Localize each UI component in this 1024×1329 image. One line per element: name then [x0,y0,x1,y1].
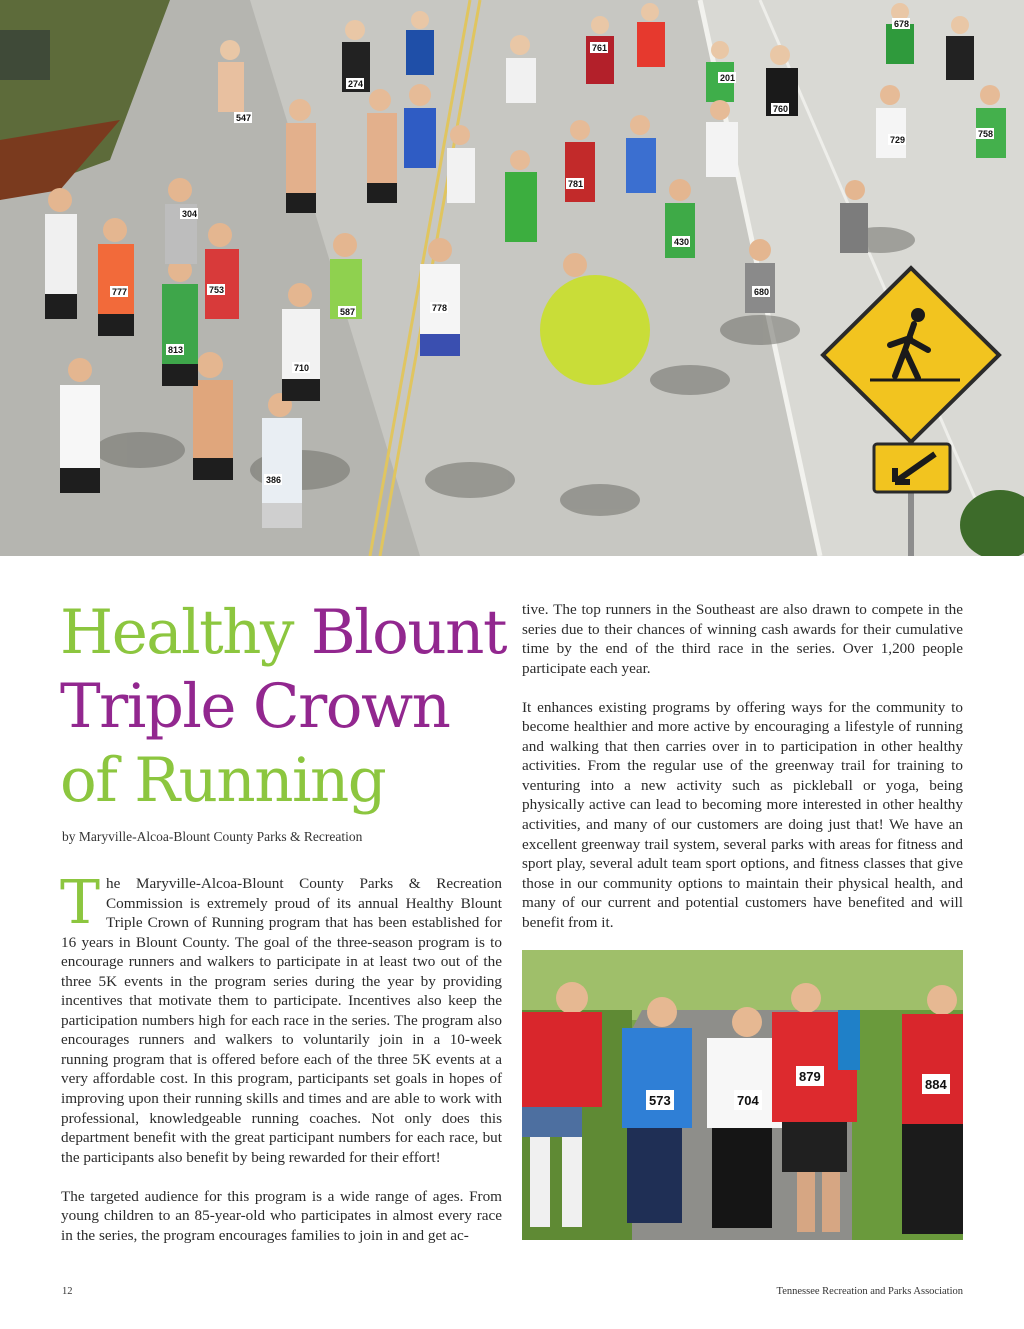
page-number: 12 [62,1286,73,1297]
bib-label: 201 [720,73,736,83]
right-column [522,600,963,932]
bib-label: 884 [925,1077,947,1092]
drop-cap: T [60,868,101,938]
paragraph-intro-text: he Maryville-Alcoa-Blount County Parks & Recreation Commission is extremely proud of its annual Healthy Blount Triple Crown of Running program that has been established for 16 years in Blount County. The goal of the three-season program is to encourage runners and walkers to participate in at least two out of the three 5K events in the program series during the year by providing incentives that motivate them to participate. Incentives also keep the participation numbers high for each race in the series. The program also encourages runners and walkers to voluntarily join in a 10-week running program that is offered before each of the three 5K events at a very affordable cost. In this program, participants set goals in hopes of improving upon their running skills and times and are able to work with professional, knowledgeable running coaches. Not only does this department benefit with the great participant numbers for each race, but the participants also benefit by being rewarded for their effort! [61,875,502,1166]
article-title [60,596,506,818]
bib-label: 710 [294,363,310,373]
left-column [60,868,502,1245]
bib-label: 781 [568,179,584,189]
bib-label: 386 [266,475,282,485]
title-line-of-running: of Running [60,745,386,816]
bib-label: 879 [799,1069,821,1084]
title-word-healthy: Healthy [60,597,293,668]
bib-label: 274 [348,79,364,89]
bib-label: 777 [112,287,128,297]
hero-photo [0,0,1024,556]
bib-label: 430 [674,237,690,247]
bib-label: 778 [432,303,448,313]
bib-label: 304 [182,209,198,219]
paragraph-intro [60,868,502,1167]
runners-illustration [522,950,963,1240]
bib-label: 761 [592,43,608,53]
bib-label: 753 [209,285,225,295]
race-crowd-illustration [0,0,1024,556]
publication-name: Tennessee Recreation and Parks Association [776,1286,963,1297]
bib-label: 680 [754,287,770,297]
paragraph-enhances: It enhances existing programs by offering ways for the community to become healthier and more active by encouraging a lifestyle of running and walking that then carries over in to participation in other healthy activities. From the regular use of the greenway trail for training to venturing into a new activity such as pickleball or yoga, being physically active can lead to becoming more interested in other healthy activities, and many of our customers are doing just that! We have an excellent greenway trail system, several parks with areas for fitness and sport play, several adult team sport options, and fitness classes that give those in our community options to maintain their physical health, and many of our current and potential customers have benefited and will benefit from it. [522,698,963,931]
title-line-triple-crown: Triple Crown [60,671,450,742]
paragraph-continued: tive. The top runners in the Southeast are also drawn to compete in the series due to their chances of winning cash awards for their cumulative time by the end of the third race in the series. Over 1,200 people participate each year. [522,601,963,677]
bib-label: 587 [340,307,356,317]
bib-label: 729 [890,135,906,145]
bib-label: 678 [894,19,910,29]
paragraph-audience: The targeted audience for this program is a wide range of ages. From young children to an 85-year-old who participates in almost every race in the series, the program encourages families to join in and get ac- [61,1187,502,1244]
bib-label: 813 [168,345,184,355]
runners-photo [522,950,963,1240]
bib-label: 573 [649,1093,671,1108]
title-word-blount: Blount [310,597,506,668]
bib-label: 758 [978,129,994,139]
bib-label: 704 [737,1093,759,1108]
byline: by Maryville-Alcoa-Blount County Parks & Recreation [62,829,363,844]
bib-label: 547 [236,113,252,123]
bib-label: 760 [773,104,789,114]
